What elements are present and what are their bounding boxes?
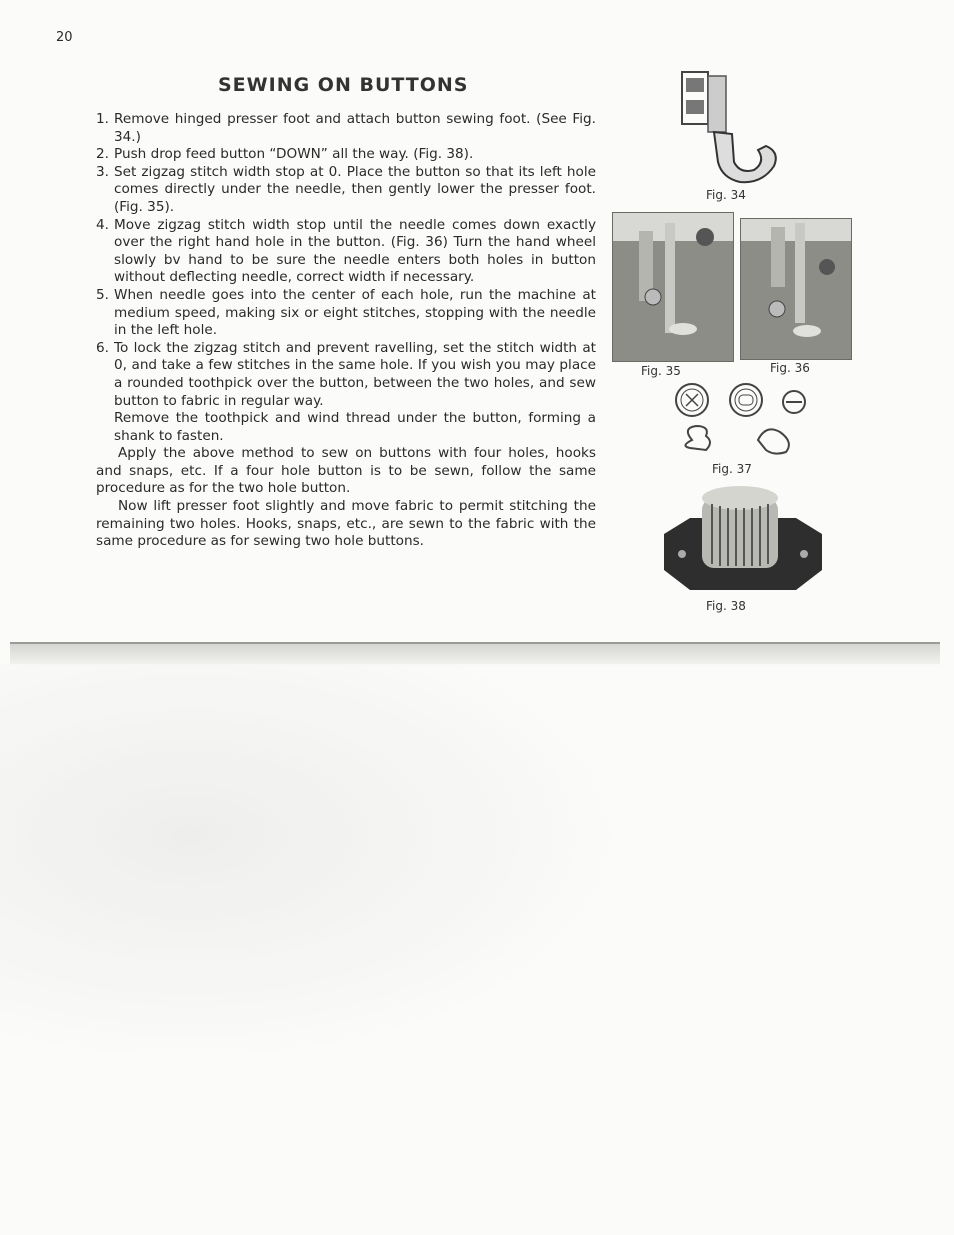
step-text: To lock the zigzag stitch and prevent ravelling, set the stitch width at 0, and take a few stitches in the same hole. If you wish you may place a rounded toothpick over the button, between the two holes, and sew button to fabric in regular way. bbox=[114, 339, 596, 409]
instructions bbox=[96, 111, 596, 551]
fig-35-photo bbox=[612, 212, 734, 362]
fig-34-caption: Fig. 34 bbox=[706, 188, 746, 202]
step-4 bbox=[96, 217, 596, 287]
button-sewing-foot-image bbox=[670, 66, 790, 190]
page-edge-shadow bbox=[10, 642, 940, 666]
step-6-extra bbox=[96, 410, 596, 445]
step-number: 5. bbox=[96, 286, 109, 303]
step-number: 6. bbox=[96, 339, 109, 356]
step-text: Remove the toothpick and wind thread under the button, forming a shank to fasten. bbox=[114, 410, 596, 444]
step-number: 2. bbox=[96, 146, 109, 163]
fig-36-caption: Fig. 36 bbox=[770, 361, 810, 375]
fig-37-caption: Fig. 37 bbox=[712, 462, 752, 476]
step-text: Move zigzag stitch width stop until the needle comes down exactly over the right hand hole in the button. (Fig. 36) Turn the hand wheel slowly bv hand to be sure the needle enters both holes in button without deflecting needle, correct width if necessary. bbox=[114, 216, 596, 286]
drop-feed-knob-image bbox=[650, 478, 830, 598]
step-number: 1. bbox=[96, 111, 109, 127]
step-6 bbox=[96, 340, 596, 410]
step-text: Push drop feed button “DOWN” all the way. (Fig. 38). bbox=[114, 146, 474, 163]
buttons-hooks-snaps-image bbox=[670, 380, 820, 470]
step-5 bbox=[96, 287, 596, 340]
fig-35-caption: Fig. 35 bbox=[641, 364, 681, 378]
blank-lower-page bbox=[0, 664, 954, 1235]
step-text: Remove hinged presser foot and attach button sewing foot. (See Fig. 34.) bbox=[114, 111, 596, 145]
step-number: 4. bbox=[96, 216, 109, 233]
step-2 bbox=[96, 146, 596, 164]
step-text: Set zigzag stitch width stop at 0. Place the button so that its left hole comes directly under the needle, then gently lower the presser foot. (Fig. 35). bbox=[114, 163, 596, 215]
step-3 bbox=[96, 164, 596, 217]
step-number: 3. bbox=[96, 163, 109, 180]
step-text: When needle goes into the center of each hole, run the machine at medium speed, making six or eight stitches, stopping with the needle in the left hole. bbox=[114, 286, 596, 339]
fig-38-caption: Fig. 38 bbox=[706, 599, 746, 613]
page-number: 20 bbox=[56, 30, 73, 45]
fig-36-photo bbox=[740, 218, 852, 360]
paragraph-apply: Apply the above method to sew on buttons with four holes, hooks and snaps, etc. If a four hole button is to be sewn, follow the same procedure as for the two hole button. bbox=[96, 445, 596, 497]
step-1 bbox=[96, 111, 596, 146]
page-title: SEWING ON BUTTONS bbox=[218, 74, 469, 96]
paragraph-lift: Now lift presser foot slightly and move fabric to permit stitching the remaining two holes. Hooks, snaps, etc., are sewn to the fabric with the same procedure as for sewing two hole buttons. bbox=[96, 498, 596, 550]
